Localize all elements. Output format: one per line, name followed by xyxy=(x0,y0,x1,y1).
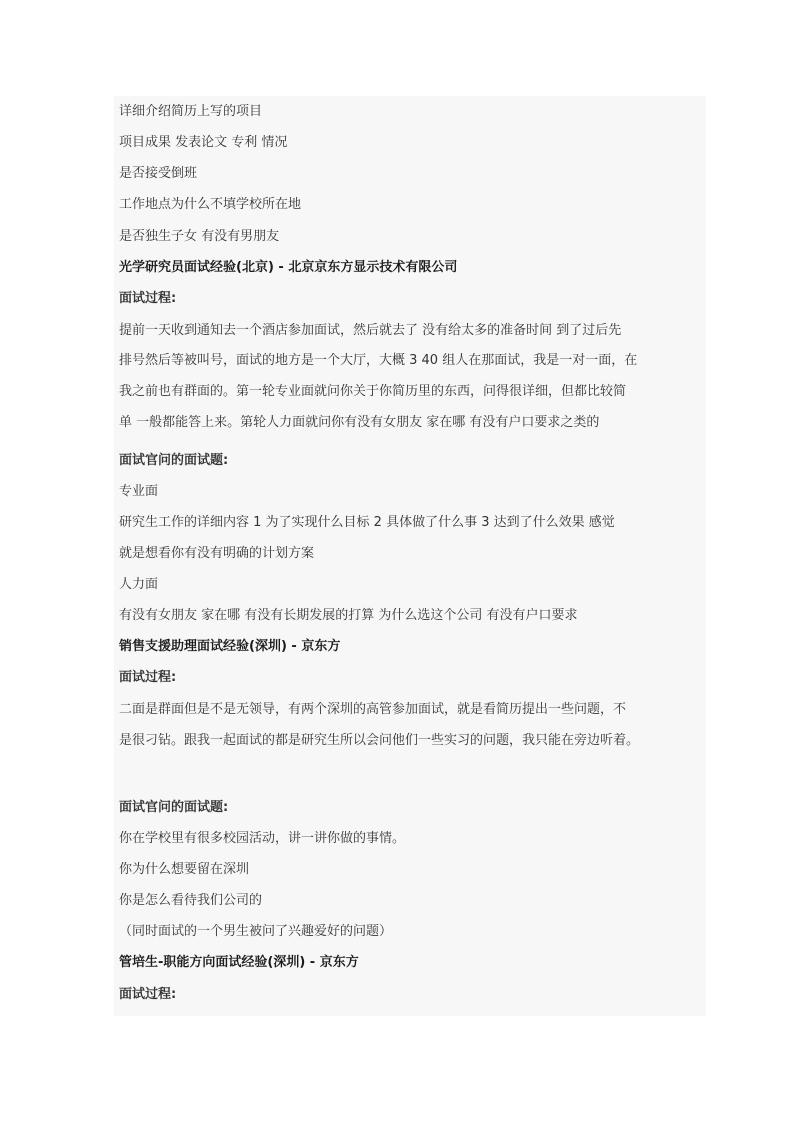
text-line: 我之前也有群面的。第一轮专业面就问你关于你简历里的东西，问得很详细，但都比较简 xyxy=(119,384,627,399)
process-label: 面试过程: xyxy=(119,987,177,1002)
text-line: 你是怎么看待我们公司的 xyxy=(119,893,263,908)
section-heading: 销售支援助理面试经验(深圳) - 京东方 xyxy=(119,639,341,654)
text-line: 单 一般都能答上来。第轮人力面就问你有没有女朋友 家在哪 有没有户口要求之类的 xyxy=(119,415,600,430)
text-line: 专业面 xyxy=(119,484,159,499)
text-line: 项目成果 发表论文 专利 情况 xyxy=(119,135,288,150)
section-heading: 管培生-职能方向面试经验(深圳) - 京东方 xyxy=(119,955,359,970)
questions-label: 面试官问的面试题: xyxy=(119,453,229,468)
text-line: 是否独生子女 有没有男朋友 xyxy=(119,229,280,244)
process-label: 面试过程: xyxy=(119,291,177,306)
text-line: 二面是群面但是不是无领导，有两个深圳的高管参加面试，就是看简历提出一些问题，不 xyxy=(119,702,627,717)
text-line: 有没有女朋友 家在哪 有没有长期发展的打算 为什么选这个公司 有没有户口要求 xyxy=(119,608,578,623)
text-line: 工作地点为什么不填学校所在地 xyxy=(119,197,302,212)
process-label: 面试过程: xyxy=(119,670,177,685)
text-line: 研究生工作的详细内容 1 为了实现什么目标 2 具体做了什么事 3 达到了什么效果 感觉 xyxy=(119,515,615,530)
text-line: 是很刁钻。跟我一起面试的都是研究生所以会问他们一些实习的问题，我只能在旁边听着。 xyxy=(119,733,640,748)
text-line: 提前一天收到通知去一个酒店参加面试，然后就去了 没有给太多的准备时间 到了过后先 xyxy=(119,323,622,338)
text-line: 详细介绍简历上写的项目 xyxy=(119,104,263,119)
text-line: 你为什么想要留在深圳 xyxy=(119,862,250,877)
text-line: （同时面试的一个男生被问了兴趣爱好的问题） xyxy=(119,924,393,939)
text-line: 是否接受倒班 xyxy=(119,166,198,181)
questions-label: 面试官问的面试题: xyxy=(119,800,229,815)
text-line: 就是想看你有没有明确的计划方案 xyxy=(119,546,315,561)
text-line: 人力面 xyxy=(119,577,159,592)
text-line: 你在学校里有很多校园活动，讲一讲你做的事情。 xyxy=(119,831,406,846)
section-heading: 光学研究员面试经验(北京) - 北京京东方显示技术有限公司 xyxy=(119,260,458,275)
text-line: 排号然后等被叫号，面试的地方是一个大厅，大概 3 40 组人在那面试，我是一对一面，在 xyxy=(119,353,638,368)
